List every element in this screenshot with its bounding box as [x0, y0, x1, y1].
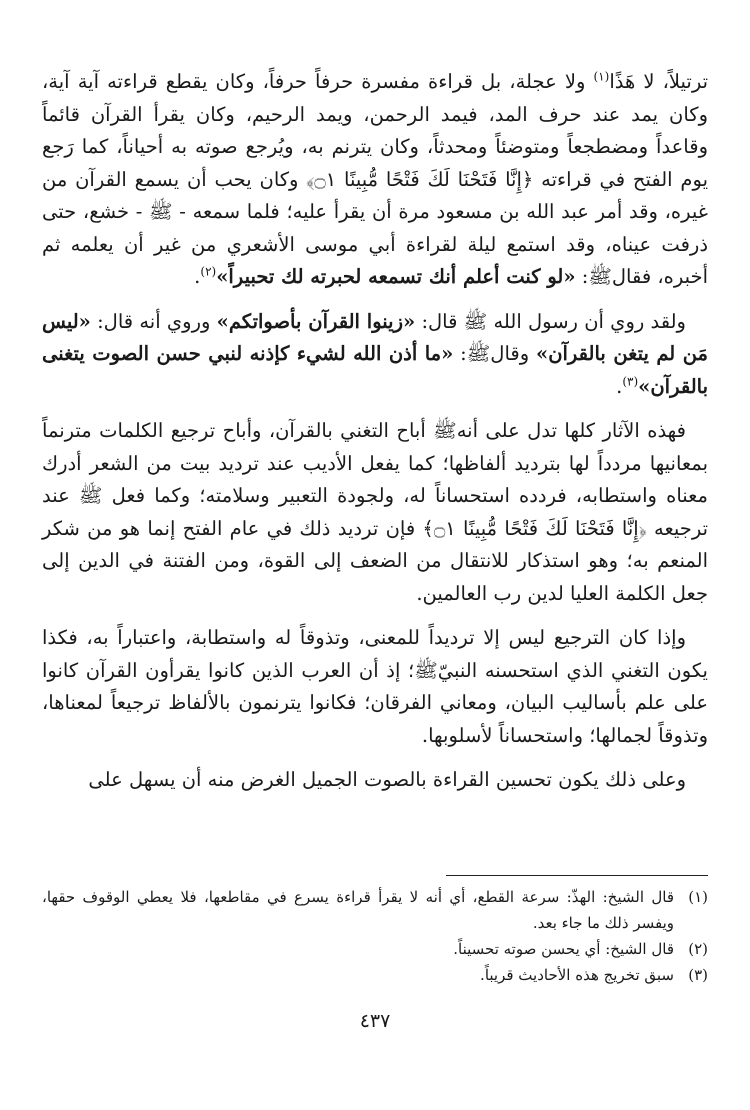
- hadith-quote: «ما أذن الله لشيء كإذنه لنبي حسن الصوت يتغنى بالقرآن»: [42, 342, 708, 398]
- footnote-ref: (١): [593, 69, 610, 84]
- text-segment: .: [194, 265, 201, 288]
- footnote-separator: [446, 875, 708, 876]
- footnote-text: سبق تخريج هذه الأحاديث قريباً.: [480, 966, 674, 984]
- footnote: [42, 936, 708, 962]
- text-segment: فهذه الآثار كلها تدل على أنهﷺ أباح التغني بالقرآن، وأباح ترجيع الكلمات مترنماً بمعانيها مردداً لها بترديد ألفاظها؛ كما يفعل الأديب عند ترديد بيت من الشعر أدرك معناه واستطابه، فردده استحساناً له، ولجودة التعبير وسلامته؛ وكما فعل ﷺ عند ترجيعه ﴿إِنَّا فَتَحْنَا لَكَ فَتْحًا مُّبِينًا ۝١﴾ فإن ترديد ذلك في عام الفتح إنما هو من شكر المنعم به؛ وهو استذكار للانتقال من الضعف إلى القوة، ومن الفتنة في الدين إلى جعل الكلمة العليا لدين رب العالمين.: [42, 419, 708, 605]
- text-segment: ولقد روي أن رسول الله ﷺ قال:: [415, 309, 686, 333]
- page-number: ٤٣٧: [359, 1010, 391, 1032]
- hadith-quote: «لو كنت أعلم أنك تسمعه لحبرته لك تحبيراً»: [216, 265, 576, 288]
- text-segment: وروي أنه قال:: [90, 309, 217, 333]
- hadith-quote: «ليس مَن لم يتغن بالقرآن»: [42, 309, 708, 365]
- paragraph: [42, 306, 708, 404]
- paragraph: [42, 764, 708, 797]
- main-text: [42, 66, 708, 809]
- footnote-number: (٣): [688, 966, 708, 984]
- text-segment: وإذا كان الترجيع ليس إلا ترديداً للمعنى، وتذوقاً له واستطابة، واعتباراً به، فكذا يكون التغني الذي استحسنه النبيّﷺ؛ إذ أن العرب الذين كانوا يقرأون القرآن كانوا على علم بأساليب البيان، ومعاني الفرقان؛ فكانوا يترنمون بالألفاظ ترجيعاً لمعناها، وتذوقاً لجمالها؛ واستحساناً لأسلوبها.: [42, 626, 708, 747]
- text-segment: .: [616, 374, 623, 398]
- paragraph: [42, 415, 708, 610]
- footnote-number: (١): [688, 888, 708, 906]
- footnotes: [42, 884, 708, 988]
- footnote-text: قال الشيخ: أي يحسن صوته تحسيناً.: [453, 940, 674, 958]
- text-segment: ترتيلاً، لا هَذًا: [609, 70, 709, 93]
- footnote-text: قال الشيخ: الهذّ: سرعة القطع، أي أنه لا يقرأ قراءة يسرع في مقاطعها، فلا يعطي الوقوف حقها، ويفسر ذلك ما جاء بعد.: [42, 888, 674, 932]
- text-segment: وعلى ذلك يكون تحسين القراءة بالصوت الجميل الغرض منه أن يسهل على: [88, 768, 686, 791]
- footnote-ref: (٣): [622, 374, 639, 388]
- footnote-ref: (٢): [200, 264, 217, 279]
- footnote: [42, 962, 708, 988]
- paragraph: [42, 622, 708, 752]
- text-segment: وقالﷺ:: [453, 342, 536, 365]
- footnote-number: (٢): [688, 940, 708, 958]
- paragraph: [42, 66, 708, 294]
- text-segment: ولا عجلة، بل قراءة مفسرة حرفاً حرفاً، وكان يقطع قراءته آية آية، وكان يمد عند حرف المد، فيمد الرحمن، ويمد الرحيم، وكان يقرأ القرآن قائماً وقاعداً ومضطجعاً ومتوضئاً ومحدثاً، وكان يترنم به، ويُرجع صوته به أحياناً، كما رَجع يوم الفتح في قراءته ﴿إِنَّا فَتَحْنَا لَكَ فَتْحًا مُّبِينًا ۝١﴾ وكان يحب أن يسمع القرآن من غيره، وقد أمر عبد الله بن مسعود مرة أن يقرأ عليه؛ فلما سمعه - ﷺ - خشع، حتى ذرفت عيناه، وقد استمع ليلة لقراءة أبي موسى الأشعري من غير أن يعلمه ثم أخبره، فقالﷺ:: [42, 70, 708, 288]
- hadith-quote: «زينوا القرآن بأصواتكم»: [216, 309, 416, 333]
- footnote: [42, 884, 708, 936]
